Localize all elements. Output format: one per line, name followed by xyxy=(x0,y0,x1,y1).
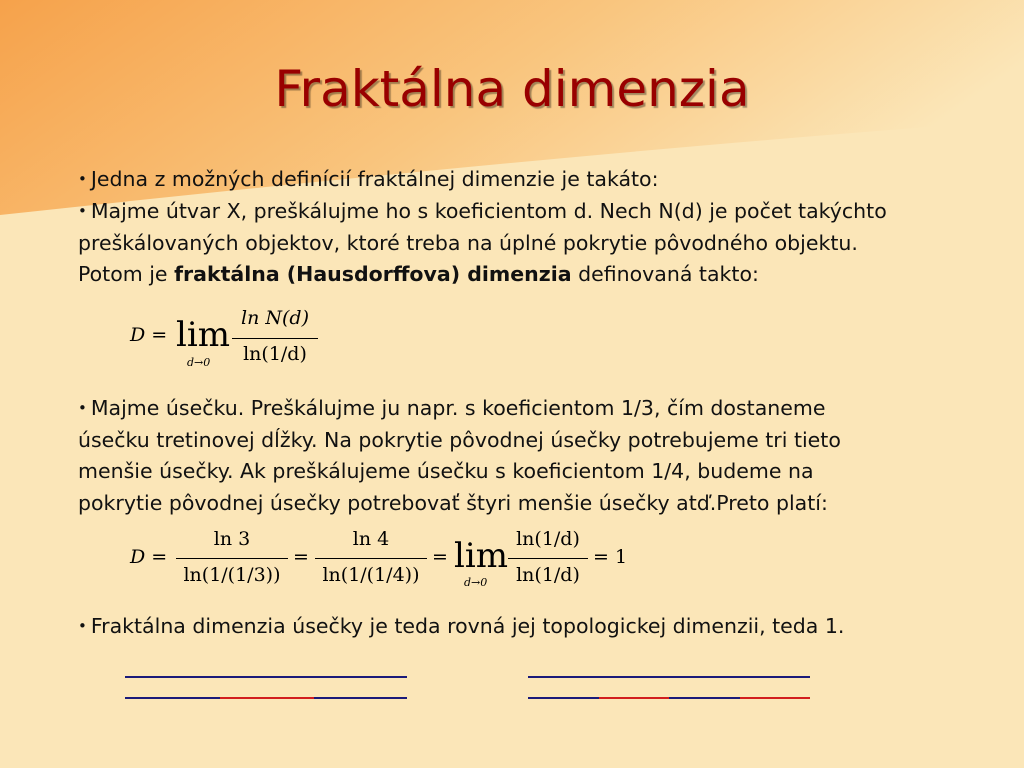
formula1-fraction-bar xyxy=(232,338,318,339)
formula2-lhs: D = xyxy=(130,546,168,568)
formula2-frac3-bar xyxy=(508,558,588,559)
para3-line3: menšie úsečky. Ak preškálujeme úsečku s koeficientom 1/4, budeme na xyxy=(78,459,814,483)
paragraph-definition xyxy=(78,196,998,291)
formula2-frac3-denominator: ln(1/d) xyxy=(516,564,580,586)
formula2-frac1-numerator: ln 3 xyxy=(213,528,251,550)
paragraph-line-segment xyxy=(78,393,998,519)
formula1-lim-subscript: d→0 xyxy=(187,356,211,369)
formula2-lim-subscript: d→0 xyxy=(464,576,488,589)
para1-text: Jedna z možných definícií fraktálnej dimenzie je takáto: xyxy=(90,167,659,191)
formula2-equals-2: = xyxy=(432,546,448,568)
formula2-lim: lim xyxy=(454,536,508,576)
line-left-top xyxy=(125,676,407,678)
formula1-lhs: D = xyxy=(130,324,168,346)
bullet-icon: • xyxy=(78,617,87,635)
formula2-frac1-bar xyxy=(176,558,288,559)
paragraph-definition-intro xyxy=(78,164,998,196)
formula2-result: = 1 xyxy=(593,546,628,568)
formula2-frac1-denominator: ln(1/(1/3)) xyxy=(183,564,281,586)
formula2-frac3-numerator: ln(1/d) xyxy=(516,528,580,550)
bullet-icon: • xyxy=(78,202,87,220)
line-right-top xyxy=(528,676,810,678)
formula-line-segment-dimension xyxy=(130,526,650,596)
line-right-bottom-seg4 xyxy=(740,697,810,699)
para2-bold-term: fraktálna (Hausdorffova) dimenzia xyxy=(174,262,572,286)
para2-line2: preškálovaných objektov, ktoré treba na úplné pokrytie pôvodného objektu. xyxy=(78,230,858,255)
formula2-equals-1: = xyxy=(293,546,309,568)
para3-line1: Majme úsečku. Preškálujme ju napr. s koeficientom 1/3, čím dostaneme xyxy=(90,396,826,420)
para2-line1: Majme útvar X, preškálujme ho s koeficientom d. Nech N(d) je počet takýchto xyxy=(90,199,887,223)
line-left-bottom-seg1 xyxy=(125,697,220,699)
line-right-bottom-seg1 xyxy=(528,697,599,699)
formula1-numerator: ln N(d) xyxy=(241,307,309,329)
formula1-denominator: ln(1/d) xyxy=(243,343,307,365)
slide-title: Fraktálna dimenzia xyxy=(274,60,750,118)
formula1-lim: lim xyxy=(176,315,230,355)
line-right-bottom-seg3 xyxy=(669,697,740,699)
line-left-bottom-seg2 xyxy=(220,697,314,699)
para3-line2: úsečku tretinovej dĺžky. Na pokrytie pôvodnej úsečky potrebujeme tri tieto xyxy=(78,427,841,452)
bullet-icon: • xyxy=(78,170,87,188)
para2-line3-post: definovaná takto: xyxy=(571,262,759,286)
formula2-frac2-numerator: ln 4 xyxy=(352,528,390,550)
paragraph-conclusion xyxy=(78,611,998,643)
line-right-bottom-seg2 xyxy=(599,697,669,699)
para2-line3-pre: Potom je xyxy=(78,262,175,286)
bullet-icon: • xyxy=(78,399,87,417)
line-left-bottom-seg3 xyxy=(314,697,407,699)
para4-text: Fraktálna dimenzia úsečky je teda rovná jej topologickej dimenzii, teda 1. xyxy=(90,614,845,638)
formula-hausdorff-dimension xyxy=(130,306,330,376)
formula2-frac2-bar xyxy=(315,558,427,559)
para3-line4: pokrytie pôvodnej úsečky potrebovať štyri menšie úsečky atď.Preto platí: xyxy=(78,490,828,515)
formula2-frac2-denominator: ln(1/(1/4)) xyxy=(322,564,420,586)
